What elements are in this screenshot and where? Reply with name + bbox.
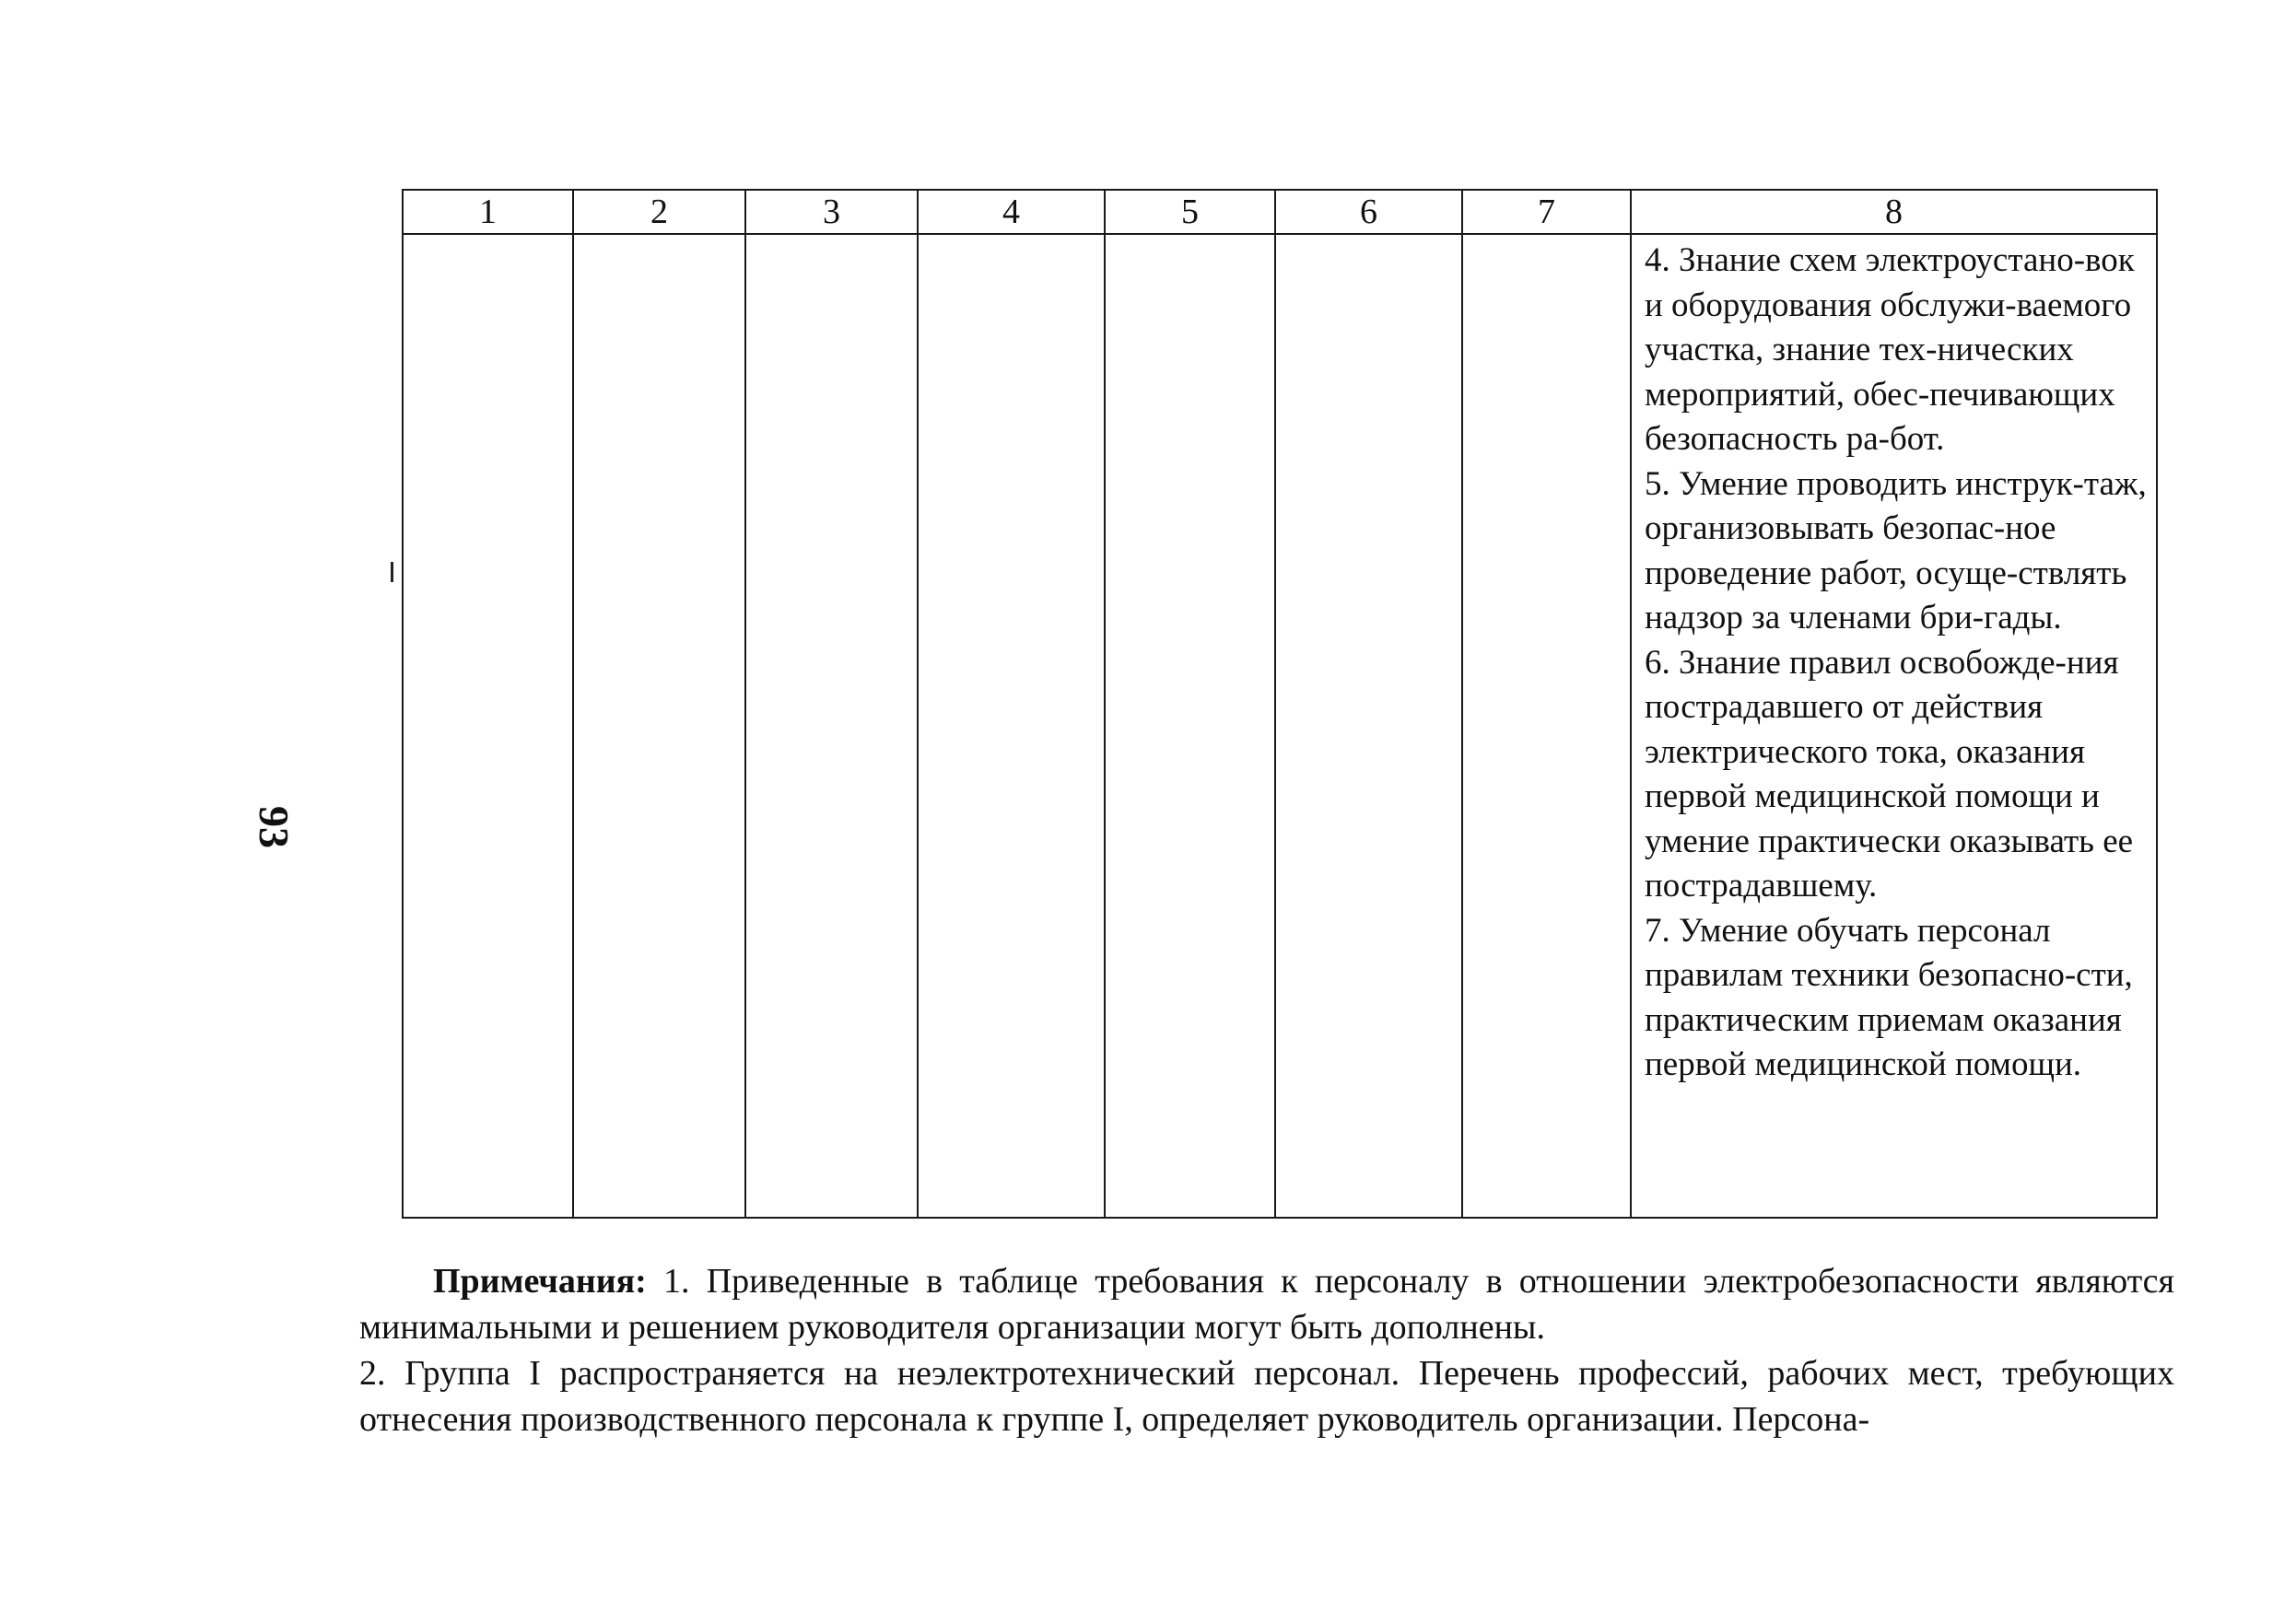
column-header-8: 8 bbox=[1631, 190, 2157, 234]
column-header-7: 7 bbox=[1462, 190, 1631, 234]
scan-artifact-mark bbox=[391, 562, 393, 582]
column-header-5: 5 bbox=[1105, 190, 1275, 234]
note-1-text: 1. Приведенные в таблице требования к персоналу в отношении электробезопасности являются минимальными и решением руководителя организации могут быть дополнены. bbox=[359, 1262, 2174, 1347]
page-number: 93 bbox=[251, 806, 298, 848]
table-cell-col2 bbox=[573, 234, 745, 1218]
table-cell-col3 bbox=[745, 234, 918, 1218]
requirement-item-4: 4. Знание схем электроустано-вок и оборудования обслужи-ваемого участка, знание тех-нических мероприятий, обес-печивающих безопасность ра-бот. bbox=[1645, 241, 2135, 458]
notes-section bbox=[359, 1258, 2174, 1442]
table-cell-col4 bbox=[918, 234, 1105, 1218]
notes-label: Примечания: bbox=[433, 1262, 647, 1301]
note-paragraph-1 bbox=[359, 1258, 2174, 1350]
column-header-1: 1 bbox=[403, 190, 573, 234]
column-header-4: 4 bbox=[918, 190, 1105, 234]
table-cell-col8 bbox=[1631, 234, 2157, 1218]
requirements-table bbox=[402, 189, 2158, 1219]
column-header-2: 2 bbox=[573, 190, 745, 234]
table-cell-col1 bbox=[403, 234, 573, 1218]
table-cell-col7 bbox=[1462, 234, 1631, 1218]
table-row bbox=[403, 234, 2157, 1218]
column-header-6: 6 bbox=[1275, 190, 1462, 234]
note-paragraph-2 bbox=[359, 1350, 2174, 1442]
note-2-text: 2. Группа I распространяется на неэлектротехнический персонал. Перечень профессий, рабочих мест, требующих отнесения производственного персонала к группе I, определяет руководитель организации. Персона- bbox=[359, 1354, 2174, 1439]
table-header-row bbox=[403, 190, 2157, 234]
table-cell-col6 bbox=[1275, 234, 1462, 1218]
requirement-item-7: 7. Умение обучать персонал правилам техники безопасно-сти, практическим приемам оказания первой медицинской помощи. bbox=[1645, 911, 2133, 1083]
column-header-3: 3 bbox=[745, 190, 918, 234]
requirement-item-5: 5. Умение проводить инструк-таж, организовывать безопас-ное проведение работ, осуще-ствлять надзор за членами бри-гады. bbox=[1645, 464, 2147, 636]
table-cell-col5 bbox=[1105, 234, 1275, 1218]
requirement-item-6: 6. Знание правил освобожде-ния пострадавшего от действия электрического тока, оказания первой медицинской помощи и умение практически оказывать ее пострадавшему. bbox=[1645, 643, 2134, 905]
